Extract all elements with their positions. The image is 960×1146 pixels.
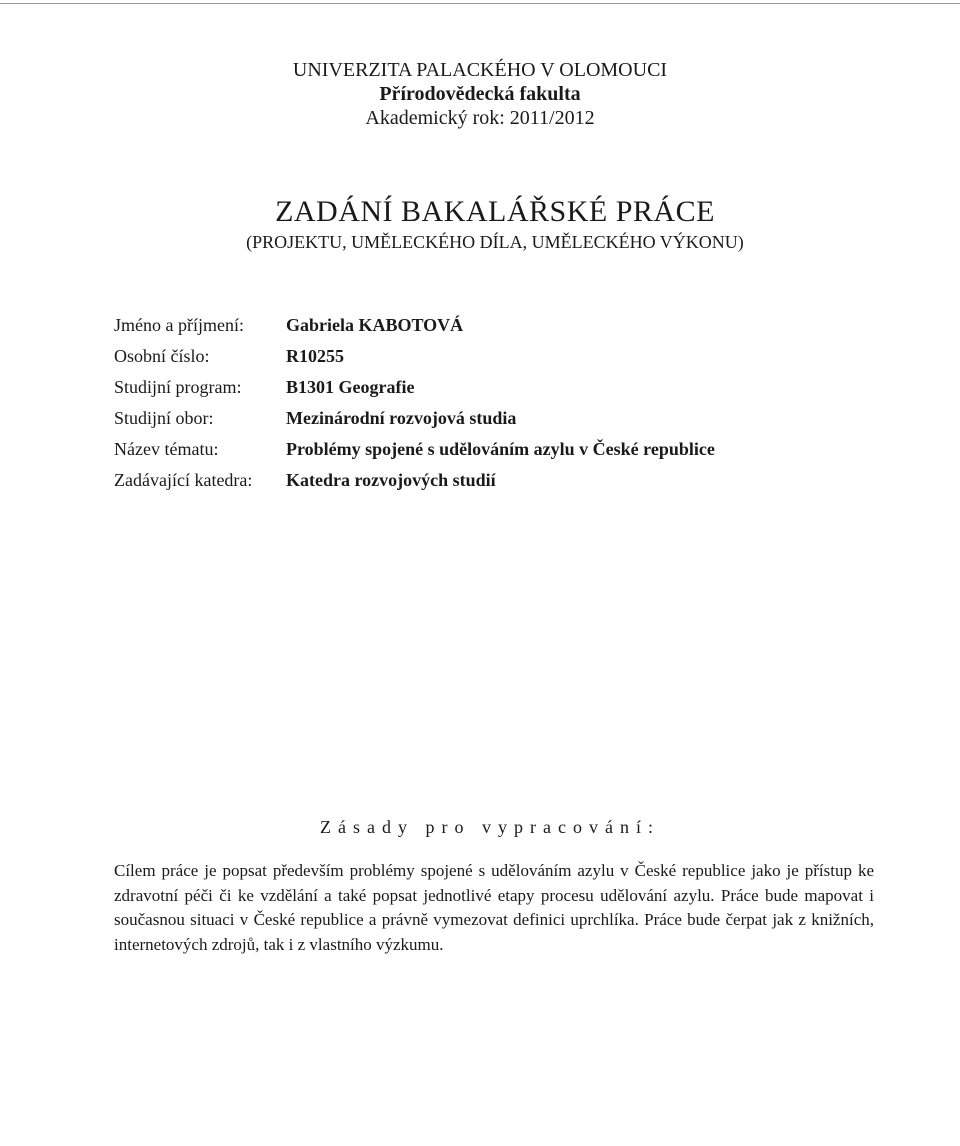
- info-row-study-field: [114, 399, 715, 430]
- student-info: [114, 306, 715, 492]
- document-subtitle: (PROJEKTU, UMĚLECKÉHO DÍLA, UMĚLECKÉHO VÝKONU): [246, 232, 744, 252]
- info-value: B1301 Geografie: [286, 377, 415, 397]
- document-title: ZADÁNÍ BAKALÁŘSKÉ PRÁCE: [275, 195, 715, 228]
- info-label: Studijní obor:: [114, 408, 214, 428]
- title-block: [0, 194, 960, 254]
- principles-heading: Zásady pro vypracování:: [320, 817, 660, 837]
- info-row-topic: [114, 430, 715, 461]
- info-row-name: [114, 306, 715, 337]
- university-name: UNIVERZITA PALACKÉHO V OLOMOUCI: [292, 59, 668, 81]
- info-label: Zadávající katedra:: [114, 470, 253, 490]
- info-row-department: [114, 461, 715, 492]
- info-value: Gabriela KABOTOVÁ: [286, 315, 464, 335]
- info-value: Mezinárodní rozvojová studia: [286, 408, 517, 428]
- academic-year: Akademický rok: 2011/2012: [365, 107, 595, 129]
- principles-text: Cílem práce je popsat především problémy spojené s udělováním azylu v České republice jako je přístup ke zdravotní péči či ke vzdělání a také popsat jednotlivé etapy procesu udělování azylu. Práce bude mapovat i současnou situaci v České republice a právně vymezovat definici uprchlíka. Práce bude čerpat jak z knižních, internetových zdrojů, tak i z vlastního výzkumu.: [114, 861, 874, 954]
- faculty-name: Přírodovědecká fakulta: [379, 83, 581, 105]
- info-label: Název tématu:: [114, 439, 219, 459]
- document-header: [0, 58, 960, 130]
- info-row-personal-number: [114, 337, 715, 368]
- top-rule: [0, 3, 960, 4]
- info-value: Problémy spojené s udělováním azylu v České republice: [286, 439, 715, 459]
- info-value: R10255: [286, 346, 344, 366]
- info-value: Katedra rozvojových studií: [286, 470, 496, 490]
- info-label: Studijní program:: [114, 377, 242, 397]
- info-row-study-program: [114, 368, 715, 399]
- info-label: Jméno a příjmení:: [114, 315, 244, 335]
- info-label: Osobní číslo:: [114, 346, 210, 366]
